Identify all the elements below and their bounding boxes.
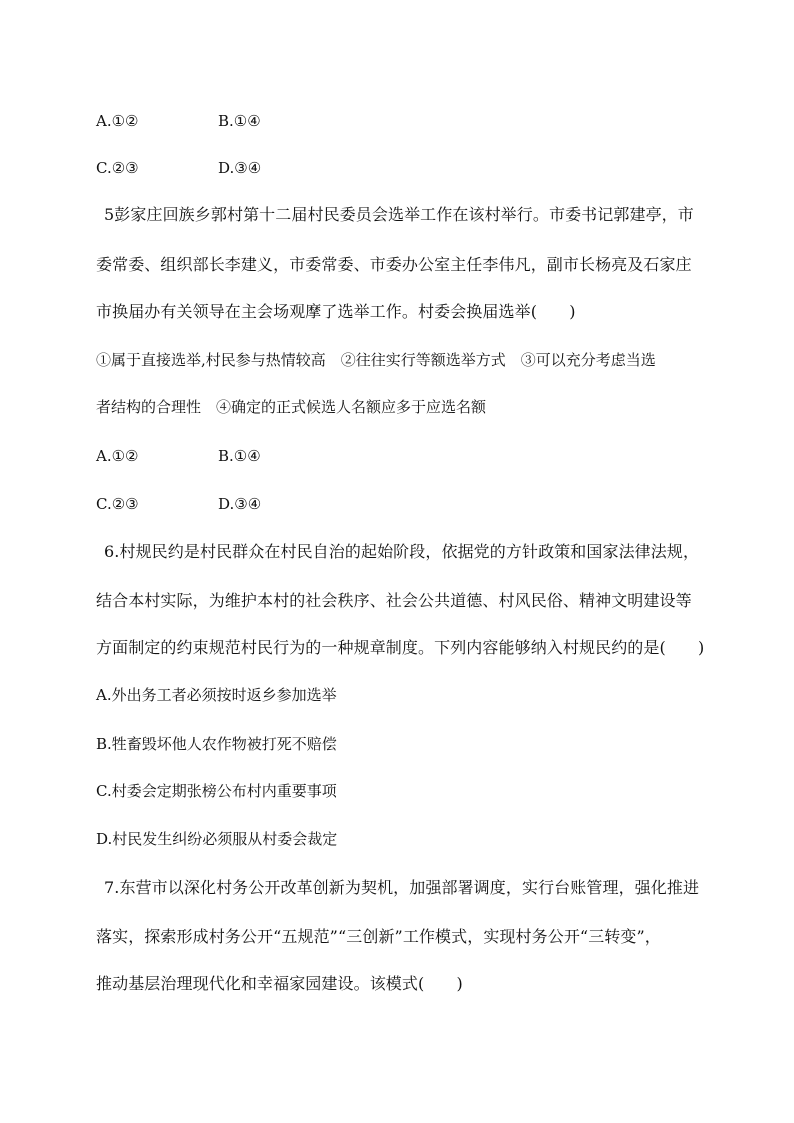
q6-stem-line-1: 6.村规民约是村民群众在村民自治的起始阶段，依据党的方针政策和国家法律法规，	[104, 542, 700, 561]
q5-stem-line-3: 市换届办有关领导在主会场观摩了选举工作。村委会换届选举( )	[96, 302, 576, 321]
q6-stem-line-3: 方面制定的约束规范村民行为的一种规章制度。下列内容能够纳入村规民约的是( )	[96, 638, 705, 657]
q6-option-b[interactable]: B.牲畜毁坏他人农作物被打死不赔偿	[96, 735, 337, 753]
q6-option-d[interactable]: D.村民发生纠纷必须服从村委会裁定	[96, 830, 338, 848]
q5-stem-line-2: 委常委、组织部长李建义，市委常委、市委办公室主任李伟凡，副市长杨亮及石家庄	[96, 255, 692, 274]
q6-stem-line-2: 结合本村实际，为维护本村的社会秩序、社会公共道德、村风民俗、精神文明建设等	[96, 591, 692, 610]
q7-stem-line-3: 推动基层治理现代化和幸福家园建设。该模式( )	[96, 974, 463, 993]
q4-option-d[interactable]: D.③④	[218, 159, 262, 177]
q5-option-a[interactable]: A.①②	[96, 447, 139, 465]
q5-stem-line-1: 5彭家庄回族乡郭村第十二届村民委员会选举工作在该村举行。市委书记郭建亭，市	[104, 205, 694, 224]
q5-statements-line-1: ①属于直接选举,村民参与热情较高 ②往往实行等额选举方式 ③可以充分考虑当选	[96, 351, 656, 369]
q5-options-row-1	[96, 446, 340, 466]
q5-statements-line-2: 者结构的合理性 ④确定的正式候选人名额应多于应选名额	[96, 398, 487, 416]
q6-option-c[interactable]: C.村委会定期张榜公布村内重要事项	[96, 782, 337, 800]
q7-stem-line-2: 落实，探索形成村务公开“五规范”“三创新”工作模式，实现村务公开“三转变”，	[96, 927, 661, 946]
q4-option-a[interactable]: A.①②	[96, 112, 139, 130]
q5-option-c[interactable]: C.②③	[96, 495, 139, 513]
q7-stem-line-1: 7.东营市以深化村务公开改革创新为契机，加强部署调度，实行台账管理，强化推进	[104, 878, 700, 897]
q4-option-b[interactable]: B.①④	[218, 112, 261, 130]
q4-option-c[interactable]: C.②③	[96, 159, 139, 177]
q4-options-row-1	[96, 111, 340, 131]
q5-option-b[interactable]: B.①④	[218, 447, 261, 465]
q5-options-row-2	[96, 494, 340, 514]
q5-option-d[interactable]: D.③④	[218, 495, 262, 513]
q6-option-a[interactable]: A.外出务工者必须按时返乡参加选举	[96, 686, 337, 704]
q4-options-row-2	[96, 158, 340, 178]
